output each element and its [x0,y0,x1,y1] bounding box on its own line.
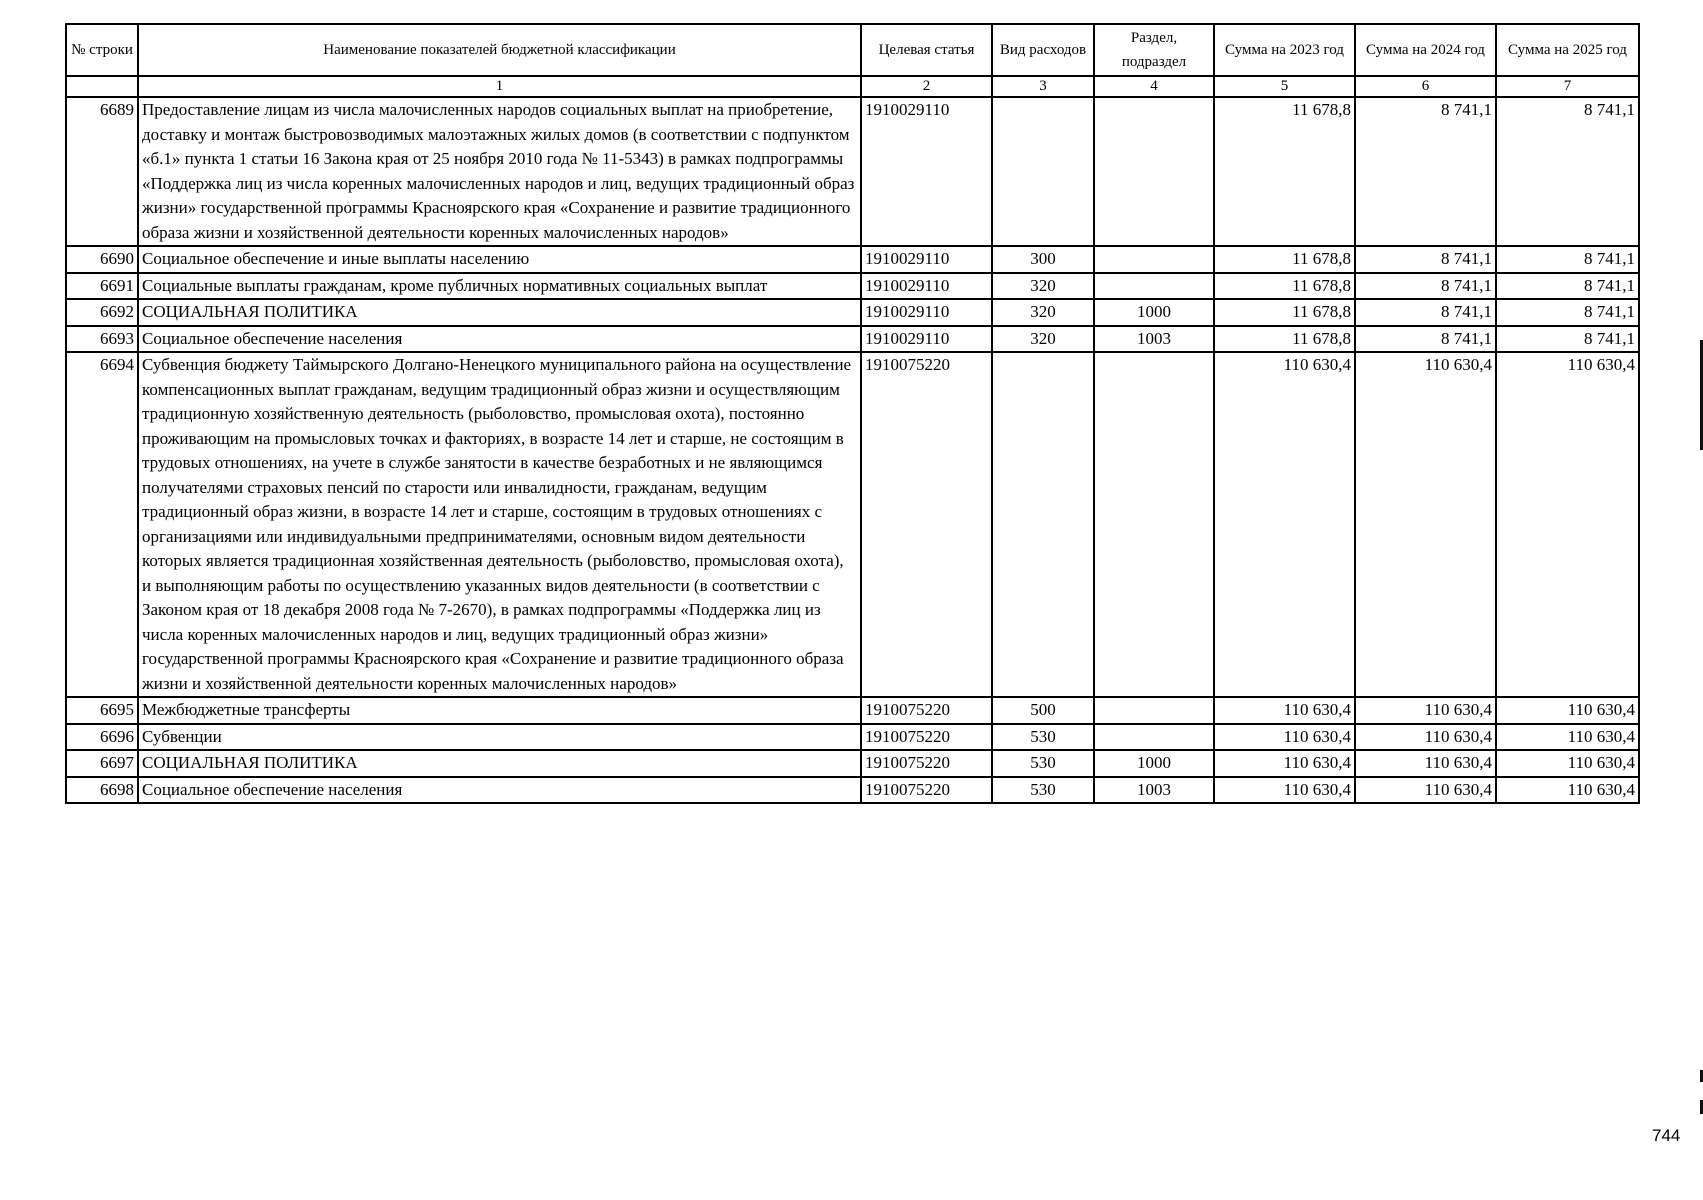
row-sum-2024: 110 630,4 [1355,352,1496,697]
row-sum-2023: 110 630,4 [1214,724,1355,751]
header-sum-2024: Сумма на 2024 год [1355,24,1496,76]
row-sum-2025: 110 630,4 [1496,352,1639,697]
row-number: 6692 [66,299,138,326]
row-sum-2023: 11 678,8 [1214,326,1355,353]
row-sum-2025: 8 741,1 [1496,97,1639,246]
row-expense-kind: 320 [992,273,1094,300]
row-name: СОЦИАЛЬНАЯ ПОЛИТИКА [138,299,861,326]
row-number: 6696 [66,724,138,751]
row-section [1094,724,1214,751]
row-number: 6698 [66,777,138,804]
row-number: 6697 [66,750,138,777]
column-number: 2 [861,76,992,97]
header-sum-2025: Сумма на 2025 год [1496,24,1639,76]
table-body [66,97,1639,803]
row-sum-2024: 110 630,4 [1355,777,1496,804]
row-sum-2025: 110 630,4 [1496,697,1639,724]
column-numbers-row [66,76,1639,97]
row-number: 6694 [66,352,138,697]
row-sum-2024: 110 630,4 [1355,724,1496,751]
row-sum-2023: 110 630,4 [1214,777,1355,804]
row-sum-2024: 110 630,4 [1355,750,1496,777]
row-sum-2023: 110 630,4 [1214,697,1355,724]
column-number [66,76,138,97]
table-row [66,246,1639,273]
header-row [66,24,1639,76]
table-row [66,697,1639,724]
row-name: Социальное обеспечение населения [138,777,861,804]
row-expense-kind: 530 [992,750,1094,777]
row-sum-2023: 11 678,8 [1214,246,1355,273]
row-target-article: 1910075220 [861,750,992,777]
table-row [66,299,1639,326]
header-expense-kind: Вид расходов [992,24,1094,76]
column-number: 1 [138,76,861,97]
row-target-article: 1910075220 [861,724,992,751]
row-expense-kind: 300 [992,246,1094,273]
row-target-article: 1910075220 [861,777,992,804]
row-number: 6695 [66,697,138,724]
budget-table [65,23,1640,804]
table-row [66,97,1639,246]
row-sum-2024: 8 741,1 [1355,246,1496,273]
row-sum-2024: 8 741,1 [1355,326,1496,353]
row-section [1094,273,1214,300]
row-sum-2024: 8 741,1 [1355,97,1496,246]
row-section [1094,697,1214,724]
row-sum-2024: 110 630,4 [1355,697,1496,724]
row-name: Социальное обеспечение населения [138,326,861,353]
table-row [66,352,1639,697]
column-number: 6 [1355,76,1496,97]
row-target-article: 1910075220 [861,697,992,724]
row-number: 6689 [66,97,138,246]
row-name: Межбюджетные трансферты [138,697,861,724]
row-number: 6690 [66,246,138,273]
row-target-article: 1910029110 [861,246,992,273]
row-expense-kind: 320 [992,326,1094,353]
row-sum-2025: 110 630,4 [1496,777,1639,804]
row-sum-2025: 8 741,1 [1496,273,1639,300]
table-header [66,24,1639,97]
table-row [66,724,1639,751]
row-expense-kind [992,97,1094,246]
row-number: 6693 [66,326,138,353]
row-expense-kind: 500 [992,697,1094,724]
row-sum-2023: 110 630,4 [1214,750,1355,777]
table-row [66,777,1639,804]
row-target-article: 1910029110 [861,326,992,353]
column-number: 7 [1496,76,1639,97]
row-sum-2023: 11 678,8 [1214,273,1355,300]
row-expense-kind [992,352,1094,697]
header-row-number: № строки [66,24,138,76]
header-target-article: Целевая статья [861,24,992,76]
row-sum-2025: 110 630,4 [1496,750,1639,777]
header-indicator-name: Наименование показателей бюджетной классификации [138,24,861,76]
column-number: 3 [992,76,1094,97]
column-number: 5 [1214,76,1355,97]
header-sum-2023: Сумма на 2023 год [1214,24,1355,76]
row-number: 6691 [66,273,138,300]
page-number: 744 [1652,1126,1681,1145]
row-name: Социальное обеспечение и иные выплаты населению [138,246,861,273]
row-expense-kind: 530 [992,777,1094,804]
row-section: 1000 [1094,750,1214,777]
table-row [66,273,1639,300]
row-sum-2025: 8 741,1 [1496,299,1639,326]
row-target-article: 1910029110 [861,273,992,300]
row-sum-2025: 8 741,1 [1496,326,1639,353]
header-section: Раздел, подраздел [1094,24,1214,76]
row-section: 1003 [1094,777,1214,804]
row-expense-kind: 530 [992,724,1094,751]
row-sum-2024: 8 741,1 [1355,273,1496,300]
row-expense-kind: 320 [992,299,1094,326]
row-target-article: 1910075220 [861,352,992,697]
row-section [1094,97,1214,246]
row-sum-2023: 110 630,4 [1214,352,1355,697]
table-row [66,750,1639,777]
row-name: Социальные выплаты гражданам, кроме публичных нормативных социальных выплат [138,273,861,300]
row-sum-2025: 8 741,1 [1496,246,1639,273]
table-row [66,326,1639,353]
row-target-article: 1910029110 [861,97,992,246]
row-target-article: 1910029110 [861,299,992,326]
column-number: 4 [1094,76,1214,97]
row-sum-2023: 11 678,8 [1214,299,1355,326]
row-name: Субвенция бюджету Таймырского Долгано-Ненецкого муниципального района на осуществление компенсационных выплат гражданам, ведущим традиционный образ жизни и осуществляющим традиционную хозяйственную деятельность (рыболовство, промысловая охота), постоянно проживающим на промысловых точках и факториях, в возрасте 14 лет и старше, не состоящим в трудовых отношениях, на учете в службе занятости в качестве безработных и не являющимся получателями страховых пенсий по старости или инвалидности, гражданам, ведущим традиционный образ жизни, в возрасте 14 лет и старше, состоящим в трудовых отношениях с организациями или индивидуальными предпринимателями, основным видом деятельности которых является традиционная хозяйственная деятельность (рыболовство, промысловая охота), и выполняющим работы по осуществлению указанных видов деятельности (в соответствии с Законом края от 18 декабря 2008 года № 7-2670), в рамках подпрограммы «Поддержка лиц из числа коренных малочисленных народов и лиц, ведущих традиционный образ жизни» государственной программы Красноярского края «Сохранение и развитие традиционного образа жизни и хозяйственной деятельности коренных малочисленных народов» [138,352,861,697]
row-section: 1000 [1094,299,1214,326]
row-section [1094,352,1214,697]
row-name: СОЦИАЛЬНАЯ ПОЛИТИКА [138,750,861,777]
row-name: Субвенции [138,724,861,751]
row-section [1094,246,1214,273]
row-sum-2025: 110 630,4 [1496,724,1639,751]
row-sum-2024: 8 741,1 [1355,299,1496,326]
row-sum-2023: 11 678,8 [1214,97,1355,246]
row-name: Предоставление лицам из числа малочисленных народов социальных выплат на приобретение, доставку и монтаж быстровозводимых малоэтажных жилых домов (в соответствии с подпунктом «б.1» пункта 1 статьи 16 Закона края от 25 ноября 2010 года № 11-5343) в рамках подпрограммы «Поддержка лиц из числа коренных малочисленных народов и лиц, ведущих традиционный образ жизни» государственной программы Красноярского края «Сохранение и развитие традиционного образа жизни и хозяйственной деятельности коренных малочисленных народов» [138,97,861,246]
row-section: 1003 [1094,326,1214,353]
